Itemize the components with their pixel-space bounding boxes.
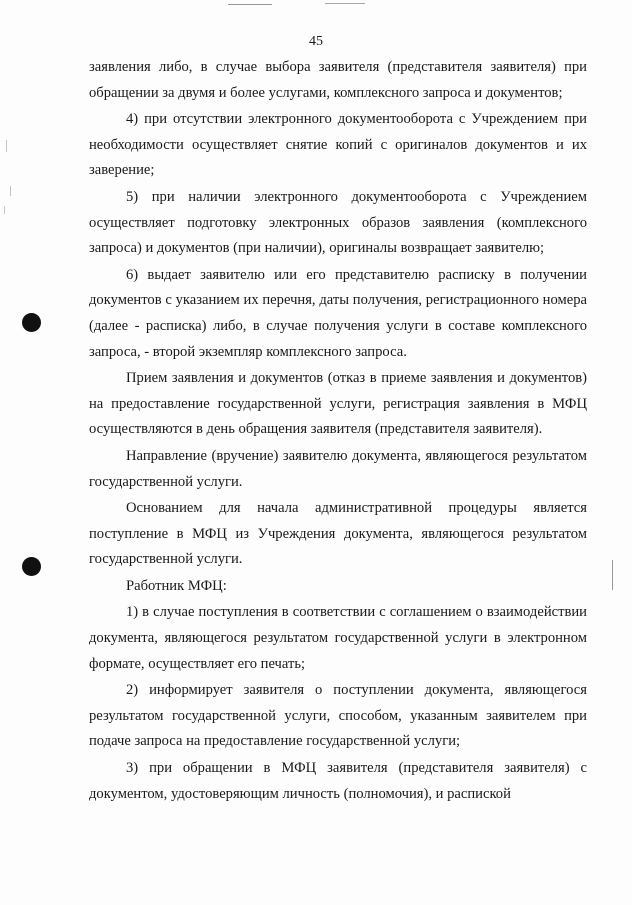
paragraph: 2) информирует заявителя о поступлении документа, являющегося результатом государственной услуги, способом, указанным заявителем при подаче запроса на предоставление государственной услуги; bbox=[89, 682, 587, 750]
scan-artifact bbox=[228, 4, 272, 5]
scan-artifact bbox=[4, 206, 5, 214]
document-body bbox=[89, 55, 587, 808]
paragraph: 1) в случае поступления в соответствии с соглашением о взаимодействии документа, являющегося результатом государственной услуги в электронном формате, осуществляет его печать; bbox=[89, 604, 587, 672]
paragraph: 6) выдает заявителю или его представителю расписку в получении документов с указанием их перечня, даты получения, регистрационного номера (далее - расписка) либо, в случае получения услуги в составе комплексного запроса, - второй экземпляр комплексного запроса. bbox=[89, 266, 587, 360]
binder-hole bbox=[22, 557, 41, 576]
scan-artifact bbox=[612, 560, 613, 590]
paragraph: заявления либо, в случае выбора заявителя (представителя заявителя) при обращении за двумя и более услугами, комплексного запроса и документов; bbox=[89, 59, 587, 101]
scan-artifact bbox=[10, 186, 11, 196]
binder-hole bbox=[22, 313, 41, 332]
paragraph: Прием заявления и документов (отказ в приеме заявления и документов) на предоставление государственной услуги, регистрация заявления в МФЦ осуществляются в день обращения заявителя (представителя заявителя). bbox=[89, 370, 587, 438]
paragraph: 3) при обращении в МФЦ заявителя (представителя заявителя) с документом, удостоверяющим личность (полномочия), и распиской bbox=[89, 760, 587, 802]
paragraph: 5) при наличии электронного документооборота с Учреждением осуществляет подготовку электронных образов заявления (комплексного запроса) и документов (при наличии), оригиналы возвращает заявителю; bbox=[89, 188, 587, 257]
scan-artifact bbox=[6, 140, 7, 152]
page-number: 45 bbox=[309, 34, 323, 49]
paragraph: Работник МФЦ: bbox=[126, 577, 227, 594]
paragraph: 4) при отсутствии электронного документооборота с Учреждением при необходимости осуществляет снятие копий с оригиналов документов и их заверение; bbox=[89, 111, 587, 179]
scan-artifact bbox=[325, 3, 365, 4]
paragraph: Направление (вручение) заявителю документа, являющегося результатом государственной услуги. bbox=[89, 447, 587, 490]
paragraph: Основанием для начала административной процедуры является поступление в МФЦ из Учреждения документа, являющегося результатом государственной услуги. bbox=[89, 500, 587, 568]
